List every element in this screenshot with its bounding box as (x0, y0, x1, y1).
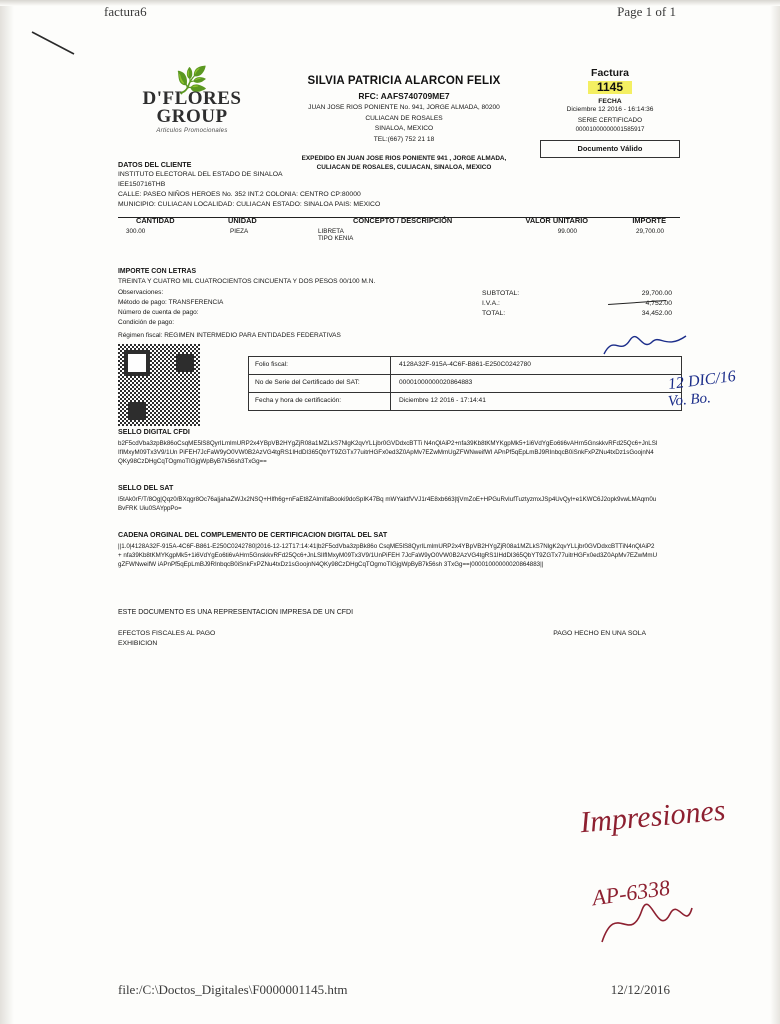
cell-unidad: PIEZA (230, 228, 249, 235)
valid-document-badge: Documento Válido (540, 140, 680, 158)
logo-tagline: Articulos Promocionales (156, 128, 228, 134)
total-value: 34,452.00 (641, 310, 672, 317)
client-street: CALLE: PASEO NIÑOS HEROES No. 352 INT.2 COLONIA: CENTRO CP:80000 (118, 191, 361, 199)
cert-row-folio-fiscal (249, 357, 681, 375)
cadena-title: CADENA ORGINAL DEL COMPLEMENTO DE CERTIFICACION DIGITAL DEL SAT (118, 531, 388, 539)
amount-words-value: TREINTA Y CUATRO MIL CUATROCIENTOS CINCUENTA Y DOS PESOS 00/100 M.N. (118, 278, 376, 286)
efectos-fiscales-note (118, 629, 215, 649)
client-rfc: IEE150716THB (118, 180, 166, 188)
cert-serial-value: 00001000000001585917 (575, 125, 645, 133)
issuer-header (254, 74, 554, 173)
amount-words-title: IMPORTE CON LETRAS (118, 268, 197, 275)
sello-sat-block (118, 484, 658, 514)
subtotal-value: 29,700.00 (641, 290, 672, 297)
issuer-address-2: CULIACAN DE ROSALES (365, 114, 443, 122)
condicion-pago: Condición de pago: (118, 319, 175, 327)
efectos-line-1: EFECTOS FISCALES AL PAGO (118, 630, 216, 637)
totals-block (482, 289, 672, 319)
sello-cfdi-block (118, 428, 658, 467)
cert-row-serial (249, 375, 681, 393)
client-name: INSTITUTO ELECTORAL DEL ESTADO DE SINALOA (118, 170, 283, 178)
col-valor-unitario: VALOR UNITARIO (525, 216, 588, 225)
certification-table (248, 356, 682, 411)
sello-sat-title: SELLO DEL SAT (118, 484, 174, 492)
pago-note: PAGO HECHO EN UNA SOLA (553, 630, 646, 637)
cadena-original-block (118, 531, 658, 570)
expedido-line-2: CULIACAN DE ROSALES, CULIACAN, SINALOA, MEXICO (316, 164, 492, 172)
handwritten-vobo-note: Vo. Bo. (667, 390, 712, 410)
regimen-fiscal: Régimen fiscal: REGIMEN INTERMEDIO PARA ENTIDADES FEDERATIVAS (118, 332, 341, 339)
sello-cfdi-title: SELLO DIGITAL CFDI (118, 428, 190, 436)
page-indicator: Page 1 of 1 (617, 4, 676, 19)
cert-label-datetime: Fecha y hora de certificación: (249, 393, 391, 410)
cell-valor-unitario: 99.000 (557, 228, 577, 235)
client-data-block (118, 160, 548, 210)
col-cantidad: CANTIDAD (136, 216, 175, 225)
invoice-date-value: Diciembre 12 2016 - 16:14:36 (566, 106, 654, 114)
cert-value-datetime: Diciembre 12 2016 - 17:14:41 (399, 396, 486, 404)
representation-note: ESTE DOCUMENTO ES UNA REPRESENTACION IMPRESA DE UN CFDI (118, 609, 354, 616)
logo-name-line1: D'FLORES (142, 88, 242, 109)
issuer-phone: TEL:(667) 752 21 18 (373, 135, 435, 143)
efectos-line-2: EXHIBICION (118, 640, 158, 648)
file-path: file:/C:\Doctos_Digitales\F0000001145.htm (118, 982, 348, 997)
col-unidad: UNIDAD (228, 216, 257, 225)
col-importe: IMPORTE (632, 216, 666, 225)
cert-row-datetime (249, 393, 681, 410)
amount-in-words (118, 267, 538, 287)
total-row-subtotal (482, 289, 672, 299)
handwritten-ap-code: AP-6338 (590, 874, 672, 911)
handwritten-impresiones: Impresiones (578, 793, 727, 840)
handwritten-date-note: 12 DIC/16 (667, 367, 737, 394)
scan-edge-right (770, 0, 780, 1024)
cert-label-serial: No de Serie del Certificado del SAT: (249, 375, 391, 392)
cell-cantidad: 300.00 (126, 228, 146, 235)
scan-artifact-mark (30, 30, 76, 56)
print-date: 12/12/2016 (610, 982, 670, 997)
total-label: TOTAL: (482, 310, 506, 317)
invoice-meta-box (540, 66, 680, 158)
cell-concepto-line2: TIPO KENIA (318, 235, 354, 242)
cert-serial-label: SERIE CERTIFICADO (577, 117, 643, 125)
observations-title: Observaciones: (118, 289, 164, 296)
company-logo (140, 65, 244, 135)
issuer-name: SILVIA PATRICIA ALARCON FELIX (307, 75, 501, 87)
sello-sat-value: I5tAk0rF/T/8Og|Qqz0/BXqgr8Oc76a|jahaZWJx2NSQ+HIfh6g+nFaEt8ZAlmIfaBooki9doSpIK47Bq mWYaktfVVJ1r4E8xb663|tjVmZoE+HPGuRvIufTuztyzmxJSp4UvQyl+e1KWC6J2opk9vwLMAqm0uBvFRK Uiu0SAYppPo= (118, 495, 657, 512)
issuer-address-1: JUAN JOSE RIOS PONIENTE No. 941, JORGE ALMADA, 80200 (308, 103, 500, 111)
cell-concepto-line1: LIBRETA (318, 228, 344, 235)
invoice-date-label: FECHA (598, 98, 622, 106)
subtotal-label: SUBTOTAL: (482, 290, 520, 297)
invoice-folio: 1145 (588, 81, 632, 94)
browser-print-footer (0, 982, 780, 998)
sello-cfdi-value: b2F5cdVba3zpBk86oCsqME5lS8QyrILmlmURP2x4YBpVB2HYgZjR08a1MZLkS7NlgK2qvYLLjbr0GVDdxcBTTi N4nQlAiP2+nfa39Kb8tKMYKgpMk5+1i6VdYgEo6ti6vAHrn5GnskkvRFd25Qc6+JnLSlIfIMxyM09Tx3V9/1Un PiFEH7JcFaW9yO0VW0B2AzVG4tgRS1IHdDI365QbYT9ZGTx77uitrHGFx0ed3Z0ApMv7EZwMmUgZFWNweifWI APnPf5qEpLmBJ9RInbqcB0iSnkFxPZNu4txDz1sGoojnN4QKy98CzDHgCqTOgmoTIGjgWpByB7k56sh3TxGg== (118, 439, 658, 465)
total-row-total (482, 309, 672, 319)
client-section-title: DATOS DEL CLIENTE (118, 160, 192, 169)
browser-tab-title: factura6 (104, 4, 147, 19)
iva-value: 4,752.00 (645, 300, 672, 307)
client-locality: MUNICIPIO: CULIACAN LOCALIDAD: CULIACAN ESTADO: SINALOA PAIS: MEXICO (118, 201, 381, 209)
expedido-line-1: EXPEDIDO EN JUAN JOSE RIOS PONIENTE 941 , JORGE ALMADA, (301, 155, 507, 163)
cert-value-folio-fiscal: 4128A32F-915A-4C6F-B861-E250C0242780 (399, 361, 531, 368)
handwritten-signature-bottom (596, 890, 696, 950)
cadena-value: ||1.0|4128A32F-915A-4C6F-B861-E250C0242780|2016-12-12T17:14:41|b2F5cdVba3zpBk86o CsqME5lS8QyrILmlmURP2x4YBpVB2HYgZjR08a1MZLkS7NlgK2qvYLLjbr0GVDdxcBTTiN4nQlAiP2+ nfa39Kb8tKMYKgpMk5+1i6VdYgEo6ti6vAHrn5GnskkvRFd25Qc6+JnLSlIfIMxyM09Tx3V9/1UnPiFEH 7JcFaW9yO0VW0B2AzVG4tgRS1IHdDI365QbYT9ZGTx77uitrHGFx0ed3Z0ApMv7EZwMmUgZFWNweifW iAPnPf5qEpLmBJ9RInbqcB0iSnkFxPZNu4txDz1sGoojnN4QKy98CzDHgCqTOgmoTIGjgWpByB7k56sh 3TxGg==|00001000000020864883|| (118, 542, 658, 568)
browser-print-header (0, 4, 780, 20)
numero-cuenta: Número de cuenta de pago: (118, 309, 199, 317)
cert-label-folio-fiscal: Folio fiscal: (249, 357, 391, 374)
metodo-pago: Método de pago: TRANSFERENCIA (118, 299, 224, 307)
invoice-title: Factura (591, 67, 629, 79)
iva-label: I.V.A.: (482, 300, 500, 307)
scan-edge-left (0, 0, 14, 1024)
table-row (118, 228, 680, 246)
cert-value-serial: 00001000000020864883 (399, 378, 473, 386)
qr-code (118, 344, 200, 426)
col-concepto: CONCEPTO / DESCRIPCIÓN (353, 216, 453, 225)
leaf-icon: 🌿 (175, 65, 209, 95)
items-table-header (118, 216, 680, 225)
cell-importe: 29,700.00 (635, 228, 664, 235)
issuer-address-3: SINALOA, MEXICO (374, 125, 434, 133)
issuer-rfc: RFC: AAFS740709ME7 (358, 90, 450, 101)
observations-block (118, 288, 538, 328)
logo-name-line2: GROUP (156, 106, 228, 127)
